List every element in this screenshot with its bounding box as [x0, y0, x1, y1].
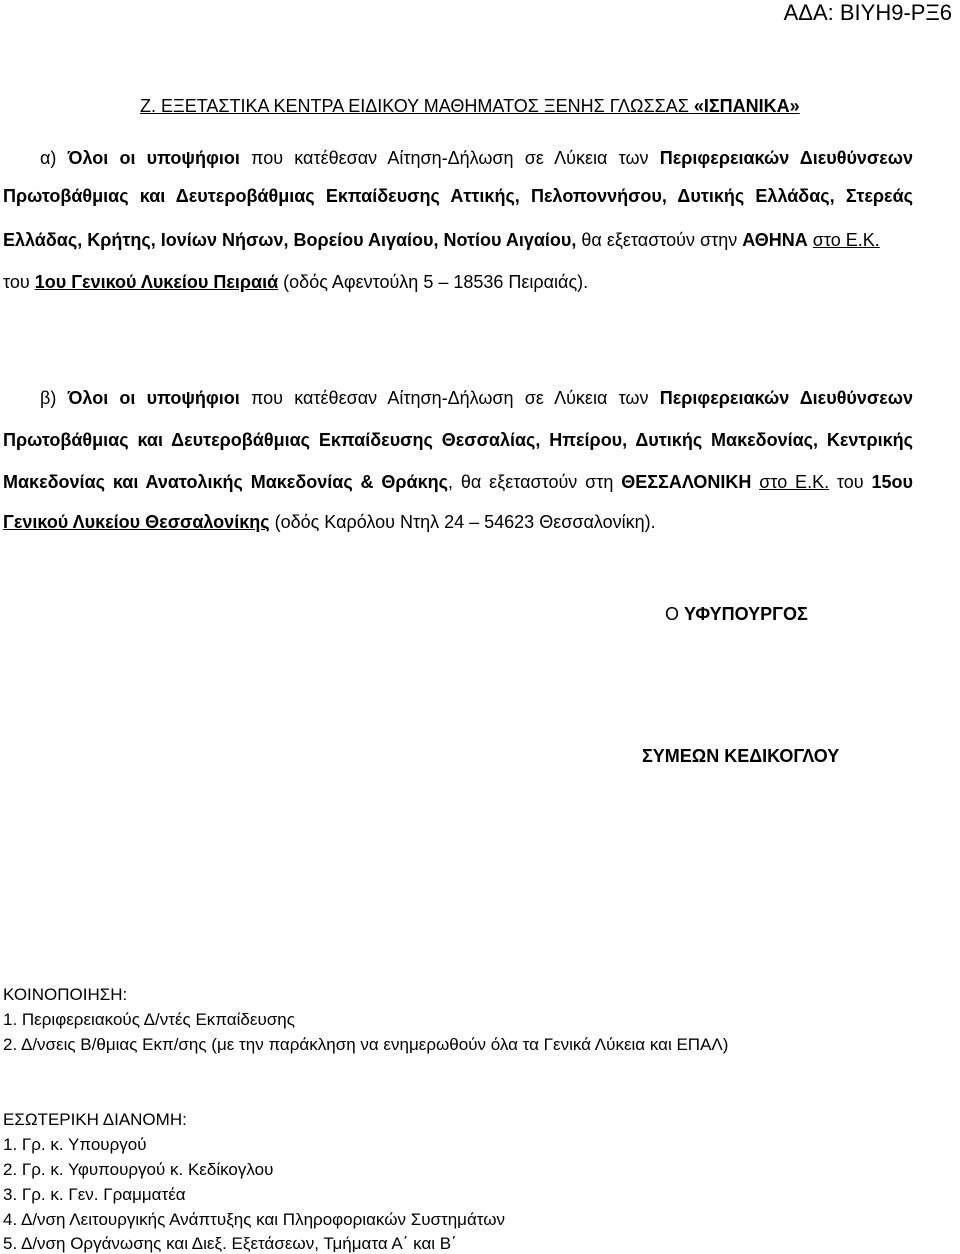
para-a-directorates: Περιφερειακών Διευθύνσεων [659, 148, 914, 168]
internal-item: 5. Δ/νση Οργάνωσης και Διεξ. Εξετάσεων, Τμήματα Α΄ και Β΄ [3, 1234, 457, 1253]
para-b-line-2: Πρωτοβάθμιας και Δευτεροβάθμιας Εκπαίδευσης Θεσσαλίας, Ηπείρου, Δυτικής Μακεδονίας, Κεντρικής [3, 430, 913, 450]
signature-role-title: ΥΦΥΠΟΥΡΓΟΣ [684, 604, 808, 624]
internal-item: 4. Δ/νση Λειτουργικής Ανάπτυξης και Πληροφοριακών Συστημάτων [3, 1210, 506, 1229]
internal-item: 3. Γρ. κ. Γεν. Γραμματέα [3, 1185, 186, 1204]
para-a-regions: Ελλάδας, Κρήτης, Ιονίων Νήσων, Βορείου Αιγαίου, Νοτίου Αιγαίου, [3, 230, 577, 250]
notify-title: ΚΟΙΝΟΠΟΙΗΣΗ: [3, 985, 128, 1004]
para-a-school: 1ου Γενικού Λυκείου Πειραιά [34, 272, 279, 292]
para-b-school-num: 15ου [871, 472, 913, 492]
para-b-school: Γενικού Λυκείου Θεσσαλονίκης [3, 512, 270, 532]
section-title-prefix: Ζ. ΕΞΕΤΑΣΤΙΚΑ ΚΕΝΤΡΑ [140, 96, 344, 116]
section-title-mid: ΕΙΔΙΚΟΥ ΜΑΘΗΜΑΤΟΣ ΞΕΝΗΣ ΓΛΩΣΣΑΣ [343, 96, 694, 116]
para-a-city: ΑΘΗΝΑ [742, 230, 808, 250]
para-a-text-3: θα εξεταστούν στην [576, 230, 743, 250]
para-b-line-1 [40, 388, 913, 409]
para-a-line-4 [3, 272, 588, 293]
para-b-ek: στο Ε.Κ. [759, 472, 830, 492]
ada-code: ΑΔΑ: ΒΙΥΗ9-ΡΞ6 [783, 0, 952, 25]
signature-role [665, 604, 808, 625]
para-b-directorates: Περιφερειακών Διευθύνσεων [659, 388, 913, 408]
para-a-address: (οδός Αφεντούλη 5 – 18536 Πειραιάς). [278, 272, 589, 292]
para-a-marker: α) [40, 148, 68, 168]
para-b-line-3 [3, 472, 913, 493]
internal-title: ΕΣΩΤΕΡΙΚΗ ΔΙΑΝΟΜΗ: [3, 1110, 187, 1129]
para-a-tou: του [3, 272, 35, 292]
para-b-text-1: που κατέθεσαν Αίτηση-Δήλωση σε Λύκεια των [239, 388, 660, 408]
para-b-candidates: Όλοι οι υποψήφιοι [67, 388, 240, 408]
para-a-line-1 [40, 148, 913, 169]
notify-item: 1. Περιφερειακούς Δ/ντές Εκπαίδευσης [3, 1010, 295, 1029]
para-a-ek: στο Ε.Κ. [812, 230, 880, 250]
para-b-address: (οδός Καρόλου Ντηλ 24 – 54623 Θεσσαλονίκη). [269, 512, 656, 532]
section-title [140, 96, 800, 117]
para-a-line-3 [3, 230, 880, 251]
notify-item: 2. Δ/νσεις Β/θμιας Εκπ/σης (με την παράκληση να ενημερωθούν όλα τα Γενικά Λύκεια και ΕΠΑΛ) [3, 1035, 729, 1054]
para-b-regions: Μακεδονίας και Ανατολικής Μακεδονίας & Θράκης [3, 472, 448, 492]
para-b-city: ΘΕΣΣΑΛΟΝΙΚΗ [621, 472, 752, 492]
internal-item: 2. Γρ. κ. Υφυπουργού κ. Κεδίκογλου [3, 1160, 274, 1179]
para-a-candidates: Όλοι οι υποψήφιοι [67, 148, 240, 168]
para-a-text-1: που κατέθεσαν Αίτηση-Δήλωση σε Λύκεια των [239, 148, 660, 168]
signature-role-article: Ο [665, 604, 685, 624]
para-b-text-3: , θα εξεταστούν στη [448, 472, 622, 492]
para-b-line-4 [3, 512, 656, 533]
section-title-language: «ΙΣΠΑΝΙΚΑ» [693, 96, 800, 116]
para-a-line-2: Πρωτοβάθμιας και Δευτεροβάθμιας Εκπαίδευσης Αττικής, Πελοποννήσου, Δυτικής Ελλάδας, Στερεάς [3, 186, 913, 206]
internal-item: 1. Γρ. κ. Υπουργού [3, 1135, 147, 1154]
para-b-marker: β) [40, 388, 68, 408]
signature-name: ΣΥΜΕΩΝ ΚΕΔΙΚΟΓΛΟΥ [642, 746, 840, 766]
para-b-tou: του [829, 472, 872, 492]
